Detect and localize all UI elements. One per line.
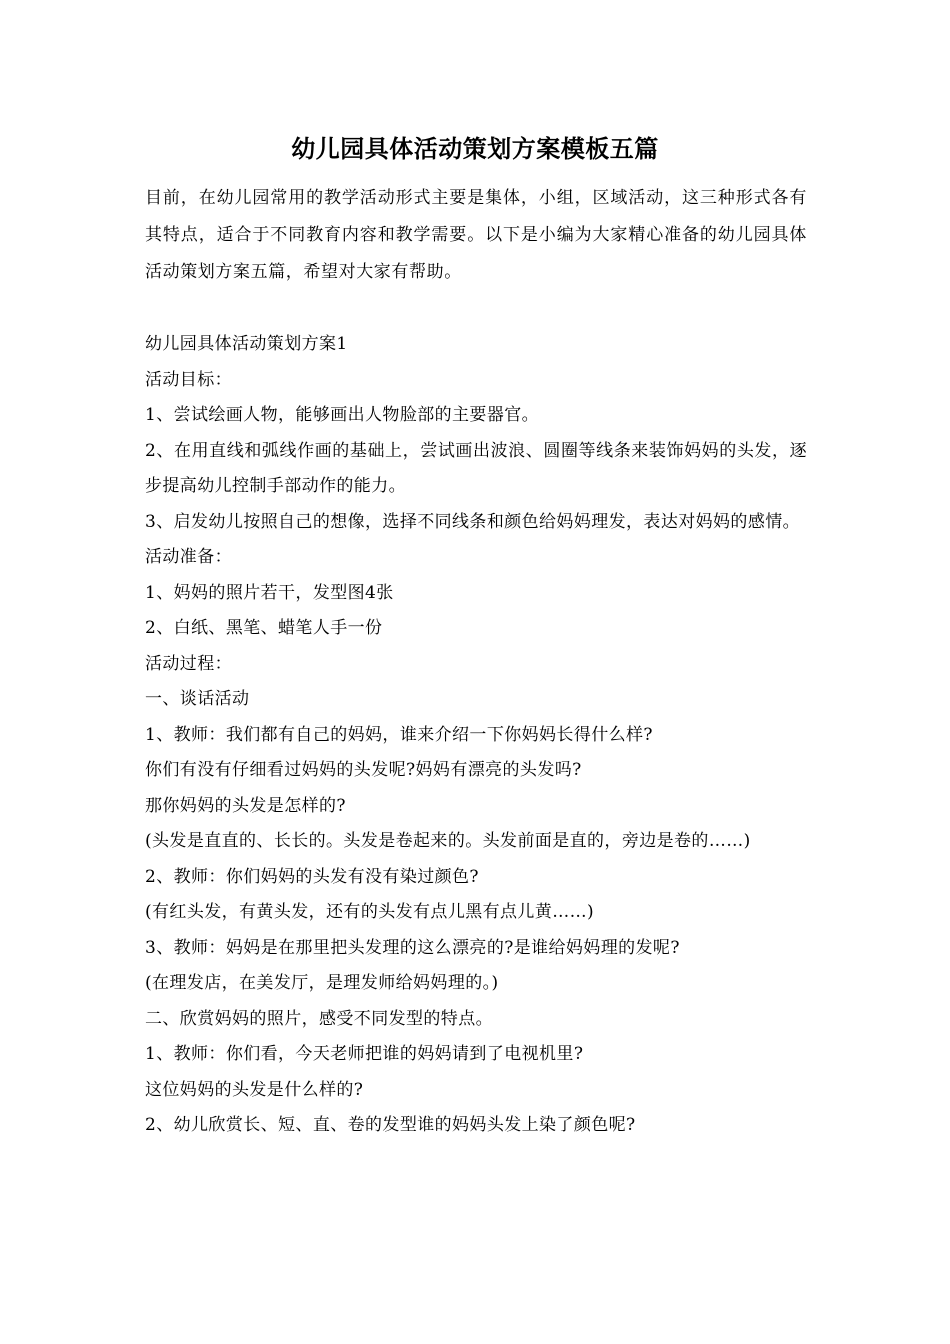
text-line: 你们有没有仔细看过妈妈的头发呢?妈妈有漂亮的头发吗? bbox=[145, 760, 582, 780]
text-line: (头发是直直的、长长的。头发是卷起来的。头发前面是直的，旁边是卷的……) bbox=[145, 831, 751, 851]
text-line: 那你妈妈的头发是怎样的? bbox=[145, 795, 346, 816]
text-line: 一、谈话活动 bbox=[145, 689, 250, 709]
text-line: (在理发店，在美发厅，是理发师给妈妈理的。) bbox=[145, 973, 499, 993]
text-line: 3、启发幼儿按照自己的想像，选择不同线条和颜色给妈妈理发，表达对妈妈的感情。 bbox=[145, 511, 801, 532]
text-line: 二、欣赏妈妈的照片，感受不同发型的特点。 bbox=[145, 1008, 493, 1029]
document-title: 幼儿园具体活动策划方案模板五篇 bbox=[291, 134, 659, 163]
text-line: 这位妈妈的头发是什么样的? bbox=[145, 1079, 364, 1100]
text-line: 1、妈妈的照片若干，发型图4张 bbox=[145, 582, 394, 603]
text-line: 2、在用直线和弧线作画的基础上，尝试画出波浪、圆圈等线条来装饰妈妈的头发，逐步提高幼儿控制手部动作的能力。 bbox=[145, 440, 807, 496]
subheading-process: 活动过程： bbox=[145, 653, 232, 674]
text-line: 2、教师：你们妈妈的头发有没有染过颜色? bbox=[145, 866, 479, 887]
subheading-goals: 活动目标： bbox=[145, 369, 232, 390]
text-line: 1、尝试绘画人物，能够画出人物脸部的主要器官。 bbox=[145, 405, 540, 425]
text-line: 1、教师：我们都有自己的妈妈，谁来介绍一下你妈妈长得什么样? bbox=[145, 724, 653, 745]
text-line: 2、幼儿欣赏长、短、直、卷的发型谁的妈妈头发上染了颜色呢? bbox=[145, 1115, 636, 1135]
text-line: (有红头发，有黄头发，还有的头发有点儿黑有点儿黄……) bbox=[145, 902, 595, 922]
text-line: 3、教师：妈妈是在那里把头发理的这么漂亮的?是谁给妈妈理的发呢? bbox=[145, 937, 680, 958]
subheading-preparation: 活动准备： bbox=[145, 547, 232, 567]
text-line: 2、白纸、黑笔、蜡笔人手一份 bbox=[145, 618, 383, 638]
document-body bbox=[145, 327, 807, 1144]
intro-paragraph: 目前，在幼儿园常用的教学活动形式主要是集体，小组，区域活动，这三种形式各有其特点，适合于不同教育内容和教学需要。以下是小编为大家精心准备的幼儿园具体活动策划方案五篇，希望对大家有帮助。 bbox=[145, 188, 807, 282]
text-line: 1、教师：你们看，今天老师把谁的妈妈请到了电视机里? bbox=[145, 1044, 584, 1064]
section-heading: 幼儿园具体活动策划方案1 bbox=[145, 334, 348, 354]
